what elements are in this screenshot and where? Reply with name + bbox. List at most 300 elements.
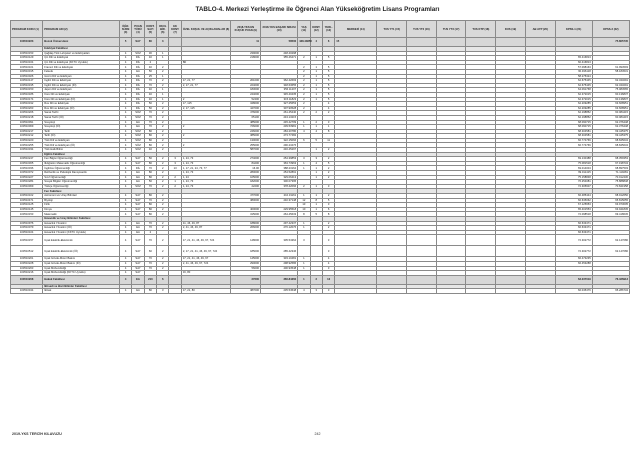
table-cell: 4 [119,184,131,189]
table-cell: 1 [310,69,322,74]
table-cell: 4 [119,221,131,226]
table-cell: DİL [132,88,144,93]
table-cell: 63.237019 [555,275,592,284]
table-cell: 103510263 [11,266,43,271]
table-cell: 75.805745 [592,38,629,47]
table-cell: 63.668951 [592,106,629,111]
table-cell: 70 [144,111,156,116]
table-cell: Rus Dili ve Edebiyatı (İÖ) [43,106,120,111]
table-cell [169,246,181,257]
table-cell: 4 [119,97,131,102]
table-cell [407,289,437,294]
table-cell: 1 [310,194,322,199]
table-cell: 103510512 [11,246,43,257]
table-cell: 1, 24, 73 [181,161,231,166]
table-cell: 1 [310,207,322,212]
table-cell [298,246,310,257]
table-cell: 3 [169,161,181,166]
table-cell: 4 [119,88,131,93]
table-cell: 1 [310,203,322,208]
table-cell: 447000 [231,106,261,111]
column-header: OKUL BİR. (6) [157,21,169,38]
table-cell [466,275,496,284]
table-cell: 30 [144,51,156,56]
table-cell: 3 [322,184,334,189]
table-cell: 68.304581 [555,134,592,139]
table-cell: 130000 [231,138,261,143]
table-cell: 1 [310,175,322,180]
table-cell: 2 [157,106,169,111]
table-cell: 103510217 [11,129,43,134]
table-cell: 4 [119,194,131,199]
column-header: KPSS-2 (22) [592,21,629,38]
table-cell: 2 [157,125,169,130]
table-cell: 70 [144,120,156,125]
table-cell: 2, 17, 115 [181,106,231,111]
table-cell: 2 [298,79,310,84]
column-header: TUS KTP (18) [466,21,496,38]
table-cell: 240.37148 [261,198,298,203]
table-cell: 66.045476 [555,289,592,294]
table-cell: 66.485444 [555,194,592,199]
table-cell: 67.125653 [555,203,592,208]
table-cell [335,289,377,294]
table-cell: Tarih [43,129,120,134]
table-cell: 17, 21, 80 [181,289,231,294]
table-cell: 103510208 [11,275,43,284]
table-cell: 60.496118 [555,69,592,74]
table-cell: 4 [119,166,131,171]
table-cell: Türk Dili ve Edebiyatı [43,138,120,143]
table-row [11,289,630,294]
table-cell: 4 [119,257,131,262]
table-cell: İlköğretim Matematik Öğretmenliği [43,161,120,166]
table-cell: 201000 [231,79,261,84]
table-cell: 261.45440 [261,111,298,116]
column-header: AB AYP (20) [525,21,555,38]
table-cell: 1 [157,97,169,102]
table-cell: 2 [322,171,334,176]
table-cell: 2 [157,194,169,199]
table-cell: 76.426913 [592,275,629,284]
table-cell: İktisat [43,289,120,294]
table-cell: 105000 [231,175,261,180]
table-cell [466,235,496,246]
table-cell: 1 [310,184,322,189]
table-cell: 80 [144,134,156,139]
table-header-row [11,21,630,38]
table-cell [466,38,496,47]
column-header: PROGRAM KODU (1) [11,21,43,38]
table-cell: 276.12076 [261,226,298,231]
table-cell: 1 [298,161,310,166]
table-cell: 224000 [231,83,261,88]
table-cell: 2 [181,125,231,130]
table-cell: 1, 17, 21, 24, 73, 77 [181,166,231,171]
table-cell: 246.45297 [261,148,298,153]
table-cell: Sosyoloji (İÖ) [43,125,120,130]
table-cell: 4 [310,38,322,47]
table-cell: 2 [157,203,169,208]
table-cell: 65.286734 [592,289,629,294]
table-cell: 2 [298,184,310,189]
table-cell: 65.416813 [555,56,592,61]
table-cell: Sosyoloji [43,120,120,125]
table-cell [335,246,377,257]
table-cell: SAY [132,161,144,166]
table-cell: 2 [144,230,156,235]
table-cell: 356.11207 [261,88,298,93]
table-cell [525,235,555,246]
table-cell: 280000 [231,171,261,176]
table-cell: 4 [298,289,310,294]
table-cell: 1 [298,275,310,284]
table-cell: 60 [144,246,156,257]
table-cell: 2 [298,69,310,74]
table-cell: 2 [298,74,310,79]
table-cell: Sanat Tarihi (İÖ) [43,115,120,120]
table-cell [436,38,466,47]
table-cell: SÖZ [132,184,144,189]
table-cell: 40 [144,88,156,93]
table-cell [525,275,555,284]
table-cell: SAY [132,266,144,271]
table-cell: 50 [144,102,156,107]
table-cell: 103510471 [11,198,43,203]
table-cell: 11 [322,138,334,143]
table-cell: 2 [157,129,169,134]
table-cell: 400000 [231,207,261,212]
table-cell: 17, 21, 77 [181,79,231,84]
table-cell: Matematik [43,212,120,217]
table-cell: 62.376448 [592,125,629,130]
table-cell: 1 [310,83,322,88]
table-cell: 2 [157,221,169,226]
table-cell: 2 [157,166,169,171]
table-cell: 68.897503 [592,166,629,171]
table-cell: 4 [310,129,322,134]
table-cell: 103510157 [11,235,43,246]
table-cell: İngiliz Dili ve Edebiyatı [43,79,120,84]
column-header: 2018-YKS BAŞARI SIRASI (10) [261,21,298,38]
table-cell: Havacılık Yönetimi (KKTC Uyruklu) [43,230,120,235]
table-cell: 70.012430 [592,175,629,180]
table-cell: 2 [298,65,310,70]
table-cell: SAY [132,235,144,246]
table-cell: 66.633471 [555,221,592,226]
table-cell: SAY [132,207,144,212]
table-cell: 50 [144,106,156,111]
table-cell: 2 [157,261,169,266]
table-cell: 4 [119,207,131,212]
table-cell: 348000 [231,102,261,107]
column-header: MERKEZİ (14) [335,21,377,38]
table-cell: SÖZ [132,51,144,56]
table-cell: DİL [132,74,144,79]
table-cell: 52400 [231,97,261,102]
program-table [10,20,630,294]
page-title: TABLO-4. Merkezi Yerleştirme ile Öğrenci Alan Yükseköğretim Lisans Programları [195,6,440,13]
table-cell: 290.23476 [261,143,298,148]
table-cell: 103510334 [11,148,43,153]
table-cell: 68.304581 [555,129,592,134]
column-header: PUAN TÜRÜ (4) [132,21,144,38]
table-cell: 285.42346 [261,246,298,257]
table-cell: 3 [322,235,334,246]
table-cell: 4 [119,246,131,257]
table-cell: 103510365 [11,161,43,166]
table-cell: 1 [298,221,310,226]
table-cell: 5 [322,198,334,203]
table-cell: 64.091768 [555,88,592,93]
table-cell: 70 [144,235,156,246]
table-cell: 80 [144,175,156,180]
table-cell: 2 [322,148,334,153]
table-cell: 387000 [231,289,261,294]
column-header: EK KONT. (7) [169,21,181,38]
table-cell: Rehberlik ve Psikolojik Danışmanlık [43,171,120,176]
table-cell: 264.45633 [261,212,298,217]
table-cell: 62.209285 [555,106,592,111]
column-header: ÖĞR. SÜRE (3) [119,21,131,38]
table-cell: 1 [157,88,169,93]
table-cell: İngilizce Öğretmenliği [43,166,120,171]
table-cell: 218000 [231,56,261,61]
table-cell: 75.158848 [555,175,592,180]
table-cell: Türkçe Öğretmenliği [43,184,120,189]
table-cell: 3 [322,246,334,257]
table-cell: 5 [310,212,322,217]
table-cell: Hukuk Fakültesi [43,275,120,284]
table-cell: 188000 [231,221,261,226]
table-cell: 69.130488 [555,157,592,162]
table-cell: 4 [119,111,131,116]
table-cell: 62.209285 [555,102,592,107]
table-cell: 80 [144,212,156,217]
table-cell: 2 [157,115,169,120]
table-cell: 4 [119,203,131,208]
table-cell: 4 [119,161,131,166]
table-cell: 4 [119,180,131,185]
table-cell: 307.90528 [261,106,298,111]
table-cell: 69.418645 [592,212,629,217]
column-header: KPSS-1 (21) [555,21,592,38]
table-cell: 103510263 [11,106,43,111]
table-cell: 15 [335,38,377,47]
table-cell: 2 [157,235,169,246]
table-cell: 2 [157,171,169,176]
table-cell: 68.845634 [592,143,629,148]
table-cell: 2 [169,175,181,180]
table-cell: 103510091 [11,120,43,125]
table-cell [169,275,181,284]
table-cell: Rus Dili ve Edebiyatı [43,102,120,107]
table-cell: 103510220 [11,138,43,143]
table-cell: 2 [298,88,310,93]
table-cell: 2 [157,65,169,70]
table-cell: 63.973005 [592,203,629,208]
table-cell: 5 [322,97,334,102]
table-cell: 5 [310,138,322,143]
table-cell: 2 [157,198,169,203]
table-cell: 2 [144,60,156,65]
table-cell: 1 [310,171,322,176]
table-cell: 1 [310,148,322,153]
table-cell [496,38,526,47]
table-cell: SAY [132,261,144,266]
table-cell: EA [132,289,144,294]
table-cell: 485000 [231,120,261,125]
table-cell: 4 [119,157,131,162]
table-cell: 58.275324 [555,74,592,79]
table-cell: EA [132,125,144,130]
table-cell: 2 [322,175,334,180]
table-cell: 2 [310,120,322,125]
table-cell: 2 [157,120,169,125]
column-header: ÖZEL KOŞUL VE AÇIKLAMALAR (8) [181,21,231,38]
table-cell: 2 [322,194,334,199]
table-cell: 103510036 [11,166,43,171]
table-cell: 2 [157,246,169,257]
table-cell: 2 [298,97,310,102]
table-cell: 103510247 [11,157,43,162]
table-cell: 3 [310,157,322,162]
table-cell: Uçak Elektrik-Elektronik (İÖ) [43,246,120,257]
table-cell: 2 [322,221,334,226]
table-cell: 103510153 [11,212,43,217]
table-cell: 2 [322,111,334,116]
table-cell: Çin Dili ve Edebiyatı [43,56,120,61]
table-cell: DİL [132,79,144,84]
table-cell: 69.445375 [592,129,629,134]
table-cell: 235.54548 [261,289,298,294]
table-cell: Havacılık Yönetimi (İÖ) [43,226,120,231]
column-header: KONT. SAYI (5) [144,21,156,38]
table-cell [335,235,377,246]
table-cell: 4 [322,106,334,111]
table-cell: 300.07395 [261,180,298,185]
table-cell: EA [132,226,144,231]
table-cell: 2 [157,134,169,139]
table-cell: 3 [322,203,334,208]
table-cell: 3 [169,157,181,162]
table-cell: 5 [322,92,334,97]
table-cell: 4 [322,257,334,262]
table-cell: 40 [144,56,156,61]
table-cell [377,235,407,246]
table-cell: 5 [322,79,334,84]
table-cell: 1 [298,166,310,171]
table-cell: 2 [181,134,231,139]
table-cell: 16.00 [231,166,261,171]
table-cell: 103510218 [11,115,43,120]
table-cell: Edebiyat Fakültesi [43,47,120,52]
table-cell: 4 [119,289,131,294]
table-cell: 69.011415 [555,171,592,176]
table-cell: SÖZ [132,115,144,120]
table-cell [181,38,231,47]
table-cell: 1 [298,266,310,271]
table-cell: 4 [298,129,310,134]
table-cell: EA [132,120,144,125]
table-cell: 2, 41, 46, 49, 67, 724 [181,261,231,266]
table-cell: Fransız Dili ve Edebiyatı [43,65,120,70]
table-cell: DİL [132,106,144,111]
table-cell: Uçak Elektrik-Elektronik [43,235,120,246]
table-cell: 75.081518 [555,161,592,166]
table-cell: 67.198734 [592,161,629,166]
table-cell: 4 [119,230,131,235]
table-cell: 254.39853 [261,157,298,162]
table-cell: 8 [310,198,322,203]
table-cell: 12 [298,198,310,203]
table-cell: 5 [322,65,334,70]
table-cell: 69.445375 [592,134,629,139]
table-cell: Çağdaş Türk Lehçeleri ve Edebiyatları [43,51,120,56]
table-cell [407,235,437,246]
table-cell: 1 [298,261,310,266]
table-cell: 103510069 [11,184,43,189]
table-cell: 2 [310,111,322,116]
table-cell: 103510102 [11,194,43,199]
table-cell: 11 [231,38,261,47]
table-cell: 2 [298,102,310,107]
table-cell: 103510150 [11,88,43,93]
table-cell: Havacılık ve Uzay Bilimleri Fakültesi [43,216,120,221]
table-cell: 2 [157,148,169,153]
table-cell [525,289,555,294]
table-cell: 60.136837 [592,97,629,102]
column-header: YAŞ (11) [298,21,310,38]
table-cell: 65.401553 [555,207,592,212]
table-cell: 72.302772 [555,235,592,246]
table-cell: 50 [144,157,156,162]
table-cell: 587000 [231,148,261,153]
table-cell: 1 [310,56,322,61]
table-cell: 72.305607 [555,184,592,189]
table-cell: 6 [322,207,334,212]
table-cell: 103510186 [11,92,43,97]
table-cell: 362.42693 [261,79,298,84]
table-cell: 103510223 [11,38,43,47]
table-cell: 3 [322,120,334,125]
table-cell [466,246,496,257]
table-cell: 2 [157,79,169,84]
table-cell: 80 [144,143,156,148]
table-cell: 103510153 [11,51,43,56]
table-cell: 103510125 [11,203,43,208]
table-cell: DİL [132,166,144,171]
table-cell: 438.43856 [298,38,310,47]
table-cell: 255000 [231,143,261,148]
table-cell: 1 [310,79,322,84]
table-cell [169,235,181,246]
table-cell: 2 [298,111,310,116]
table-cell: 80 [144,138,156,143]
table-cell: 72.302772 [555,246,592,257]
table-cell: 103510072 [11,171,43,176]
table-cell: 4 [119,79,131,84]
column-header: TUS YT2 (16) [407,21,437,38]
table-cell: 1 [310,92,322,97]
table-cell: 62.198852 [555,115,592,120]
table-cell: 40 [144,92,156,97]
table-cell [407,246,437,257]
table-cell: İktisadi ve İdari Bilimler Fakültesi [43,284,120,289]
table-cell: 4 [119,275,131,284]
table-cell: 1 [157,51,169,56]
table-cell: 70 [144,125,156,130]
